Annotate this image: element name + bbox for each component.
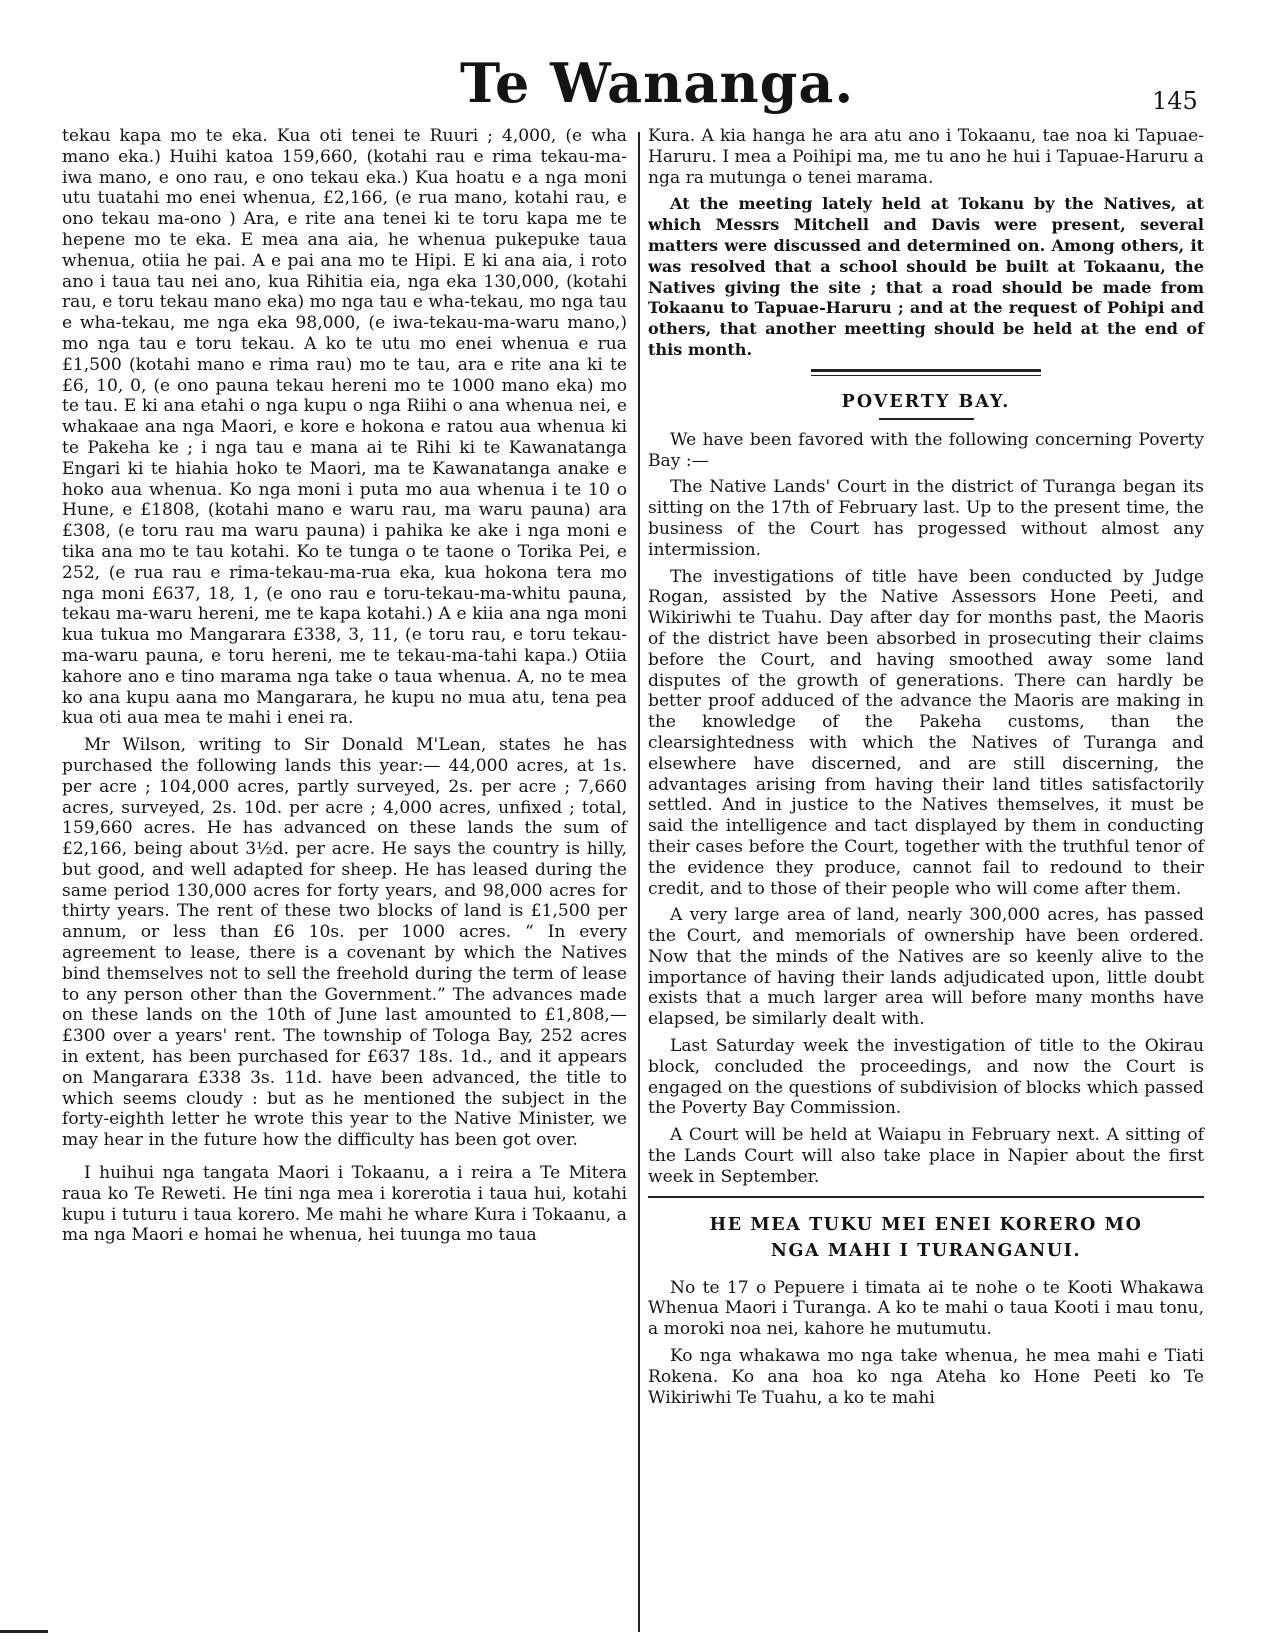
left-column [62, 126, 627, 1252]
masthead [0, 48, 1280, 118]
turanganui-heading [648, 1212, 1204, 1264]
poverty-bay-paragraph: A very large area of land, nearly 300,000 acres, has passed the Court, and memorials of ownership have been ordered. Now that the minds of the Natives are so keenly alive to the importance of having their lands adjudicated upon, little doubt exists that a much larger area will before many months have elapsed, be similarly dealt with. [648, 905, 1204, 1030]
poverty-bay-paragraph: We have been favored with the following concerning Poverty Bay :— [648, 429, 1204, 471]
kura-continuation-paragraph: Kura. A kia hanga he ara atu ano i Tokaanu, tae noa ki Tapuae-Haruru. I mea a Poihipi ma, me tu ano he hui i Tapuae-Haruru a nga ra mutunga o tenei marama. [648, 126, 1204, 188]
poverty-bay-paragraph: The Native Lands' Court in the district of Turanga began its sitting on the 17th of February last. Up to the present time, the business of the Court has progessed without almost any intermission. [648, 477, 1204, 560]
heading-underline [879, 418, 974, 420]
turanganui-paragraph: Ko nga whakawa mo nga take whenua, he mea mahi e Tiati Rokena. Ko ana hoa ko nga Ateha ko Hone Peeti ko Te Wikiriwhi Te Tuahu, a ko te mahi [648, 1346, 1204, 1408]
maori-land-purchase-paragraph: tekau kapa mo te eka. Kua oti tenei te Ruuri ; 4,000, (e wha mano eka.) Huihi katoa 159,660, (kotahi rau e rima tekau-ma-iwa mano, e ono rau, e ono tekau eka.) Kua hoatu e a nga moni utu tuatahi mo enei whenua, £2,166, (e rua mano, kotahi rau, e ono tekau ma-ono ) Ara, e rite ana tenei ki te toru kapa me te hepene mo te eka. E mea ana aia, he whenua pukepuke taua whenua, otiia he pai. A e pai ana mo te Hipi. E ki ana aia, i roto ano i taua tau nei ano, kua Rihitia eia, nga eka 130,000, (kotahi rau, e toru tekau mano eka) mo nga tau e wha-tekau, mo nga tau e wha-tekau, me nga eka 98,000, (e iwa-tekau-ma-waru mano,) mo nga tau e toru tekau. A ko te utu mo enei whenua e rua £1,500 (kotahi mano e rima rau) mo te tau, ara e rite ana ki te £6, 10, 0, (e ono pauna tekau hereni mo te 1000 mano eka) mo te tau. E ki ana etahi o nga kupu o nga Riihi o ana whenua nei, e whakaae ana nga Maori, e kore e hokona e ratou aua whenua ki te Pakeha ke ; i nga tau e mana ai te Rihi ki te Kawanatanga Engari ki te hiahia hoko te Maori, ma te Kawanatanga anake e hoko aua whenua. Ko nga moni i puta mo aua whenua i te 10 o Hune, e £1808, (kotahi mano e waru rau, ma waru pauna) ara £308, (e toru rau ma waru pauna) i pahika ke ake i nga moni e tika ana mo te tau kotahi. Ko te tunga o te taone o Torika Pei, e 252, (e rua rau e rima-tekau-ma-rua eka, kua hokona tera mo nga moni £637, 18, 1, (e ono rau e toru-tekau-ma-whitu pauna, tekau ma-waru hereni, me te kapa kotahi.) A e kiia ana nga moni kua tukua mo Mangarara £338, 3, 11, (e toru rau, e toru tekau-ma-waru pauna, e toru hereni, me te tekau-ma-tahi kapa.) Otiia kahore ano e tino marama nga take o taua whenua. A, no te mea ko ana kupu aana mo Mangarara, he kupu no mua atu, tena pea kua oti aua mea te mahi i enei ra. [62, 126, 627, 729]
right-column [648, 126, 1204, 1414]
poverty-bay-paragraph: Last Saturday week the investigation of title to the Okirau block, concluded the proceedings, and now the Court is engaged on the questions of subdivision of blocks which passed the Poverty Bay Commission. [648, 1036, 1204, 1119]
poverty-bay-heading: POVERTY BAY. [841, 391, 1011, 412]
turanganui-heading-line2: NGA MAHI I TURANGANUI. [770, 1240, 1082, 1261]
page-title: Te Wananga. [460, 51, 855, 115]
poverty-bay-paragraph: A Court will be held at Waiapu in February next. A sitting of the Lands Court will also take place in Napier about the first week in September. [648, 1125, 1204, 1187]
page-edge-mark [0, 1630, 48, 1633]
column-divider [638, 132, 640, 1632]
section-rule [648, 1196, 1204, 1198]
tokanu-meeting-paragraph: At the meeting lately held at Tokanu by the Natives, at which Messrs Mitchell and Davis were present, several matters were discussed and determined on. Among others, it was resolved that a school should be built at Tokaanu, the Natives giving the site ; that a road should be made from Tokaanu to Tapuae-Haruru ; and at the request of Pohipi and others, that another meetting should be held at the end of this month. [648, 194, 1204, 359]
turanganui-paragraph: No te 17 o Pepuere i timata ai te nohe o te Kooti Whakawa Whenua Maori i Turanga. A ko te mahi o taua Kooti i mau tonu, a moroki noa nei, kahore he mutumutu. [648, 1277, 1204, 1340]
poverty-bay-paragraph: The investigations of title have been conducted by Judge Rogan, assisted by the Native Assessors Hone Peeti, and Wikiriwhi te Tuahu. Day after day for months past, the Maoris of the district have been absorbed in prosecuting their claims before the Court, and having smoothed away some land disputes of the growth of generations. There can hardly be better proof adduced of the advance the Maoris are making in the knowledge of the Pakeha customs, than the clearsightedness with which the Natives of Turanga and elsewhere have discerned, and are still discerning, the advantages arising from having their land titles satisfactorily settled. And in justice to the Natives themselves, it must be said the intelligence and tact displayed by them in conducting their cases before the Court, together with the truthful tenor of the evidence they produce, cannot fail to redound to their credit, and to those of their people who will come after them. [648, 566, 1204, 899]
tokaanu-hui-paragraph: I huihui nga tangata Maori i Tokaanu, a i reira a Te Mitera raua ko Te Reweti. He tini nga mea i korerotia i taua hui, kotahi kupu i tuturu i taua korero. Me mahi he whare Kura i Tokaanu, a ma nga Maori e homai he whenua, hei tuunga mo taua [62, 1163, 627, 1246]
wilson-report-paragraph: Mr Wilson, writing to Sir Donald M'Lean, states he has purchased the following lands this year:— 44,000 acres, at 1s. per acre ; 104,000 acres, partly surveyed, 2s. per acre ; 7,660 acres, surveyed, 2s. 10d. per acre ; 4,000 acres, unfixed ; total, 159,660 acres. He has advanced on these lands the sum of £2,166, being about 3½d. per acre. He says the country is hilly, but good, and well adapted for sheep. He has leased during the same period 130,000 acres for forty years, and 98,000 acres for thirty years. The rent of these two blocks of land is £1,500 per annum, or less than £6 10s. per 1000 acres. “ In every agreement to lease, there is a covenant by which the Natives bind themselves not to sell the freehold during the term of lease to any person other than the Government.” The advances made on these lands on the 10th of June last amounted to £1,808,—£300 over a years' rent. The township of Tologa Bay, 252 acres in extent, has been purchased for £637 18s. 1d., and it appears on Mangarara £338 3s. 11d. have been advanced, the title to which seems cloudy : but as he mentioned the subject in the forty-eighth letter he wrote this year to the Native Minister, we may hear in the future how the difficulty has been got over. [62, 735, 627, 1151]
turanganui-heading-line1: HE MEA TUKU MEI ENEI KORERO MO [709, 1214, 1143, 1235]
section-rule [811, 369, 1041, 376]
page-number: 145 [1152, 87, 1198, 115]
